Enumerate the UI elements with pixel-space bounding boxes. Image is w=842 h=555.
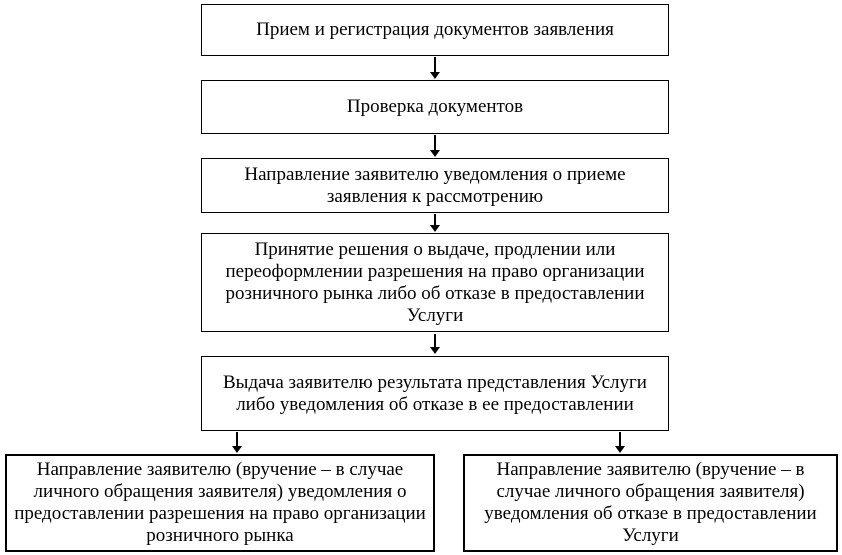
arrow-head: [430, 72, 440, 79]
arrow-shaft: [236, 432, 238, 446]
arrow-down-icon: [428, 334, 442, 354]
arrow-down-icon: [428, 135, 442, 157]
flow-node-step-5: [201, 356, 669, 431]
arrow-head: [232, 446, 242, 453]
flow-node-step-6-left-label: Направление заявителю (вручение – в случае личного обращения заявителя) уведомления о предоставлении разрешения на право организации розничного рынка: [14, 459, 426, 546]
arrow-shaft: [619, 432, 621, 446]
flow-node-step-6-right-label: Направление заявителю (вручение – в случае личного обращения заявителя) уведомления об отказе в предоставлении Услуги: [484, 459, 817, 546]
arrow-shaft: [434, 214, 436, 225]
arrow-head: [615, 446, 625, 453]
arrow-down-icon: [613, 432, 627, 453]
flow-node-step-6-left: [5, 454, 435, 552]
flow-node-step-3-label: Направление заявителю уведомления о приеме заявления к рассмотрению: [244, 163, 626, 207]
arrow-head: [430, 150, 440, 157]
flow-node-step-4-label: Принятие решения о выдаче, продлении или переоформлении разрешения на право организации розничного рынка либо об отказе в предоставлении Услуги: [225, 238, 645, 326]
arrow-down-icon: [428, 57, 442, 79]
arrow-down-icon: [230, 432, 244, 453]
flow-node-step-6-right: [463, 454, 838, 552]
arrow-down-icon: [428, 214, 442, 232]
flow-node-step-4: [201, 233, 669, 332]
arrow-shaft: [434, 57, 436, 72]
flow-node-step-2: [201, 80, 669, 134]
flow-node-step-1: [201, 4, 669, 56]
arrow-head: [430, 347, 440, 354]
flow-node-step-5-label: Выдача заявителю результата представления Услуги либо уведомления об отказе в ее предоставлении: [223, 371, 647, 415]
flow-node-step-1-label: Прием и регистрация документов заявления: [256, 19, 614, 40]
arrow-shaft: [434, 135, 436, 150]
arrow-shaft: [434, 334, 436, 347]
flow-node-step-3: [201, 158, 669, 213]
flow-node-step-2-label: Проверка документов: [346, 96, 524, 117]
arrow-head: [430, 225, 440, 232]
